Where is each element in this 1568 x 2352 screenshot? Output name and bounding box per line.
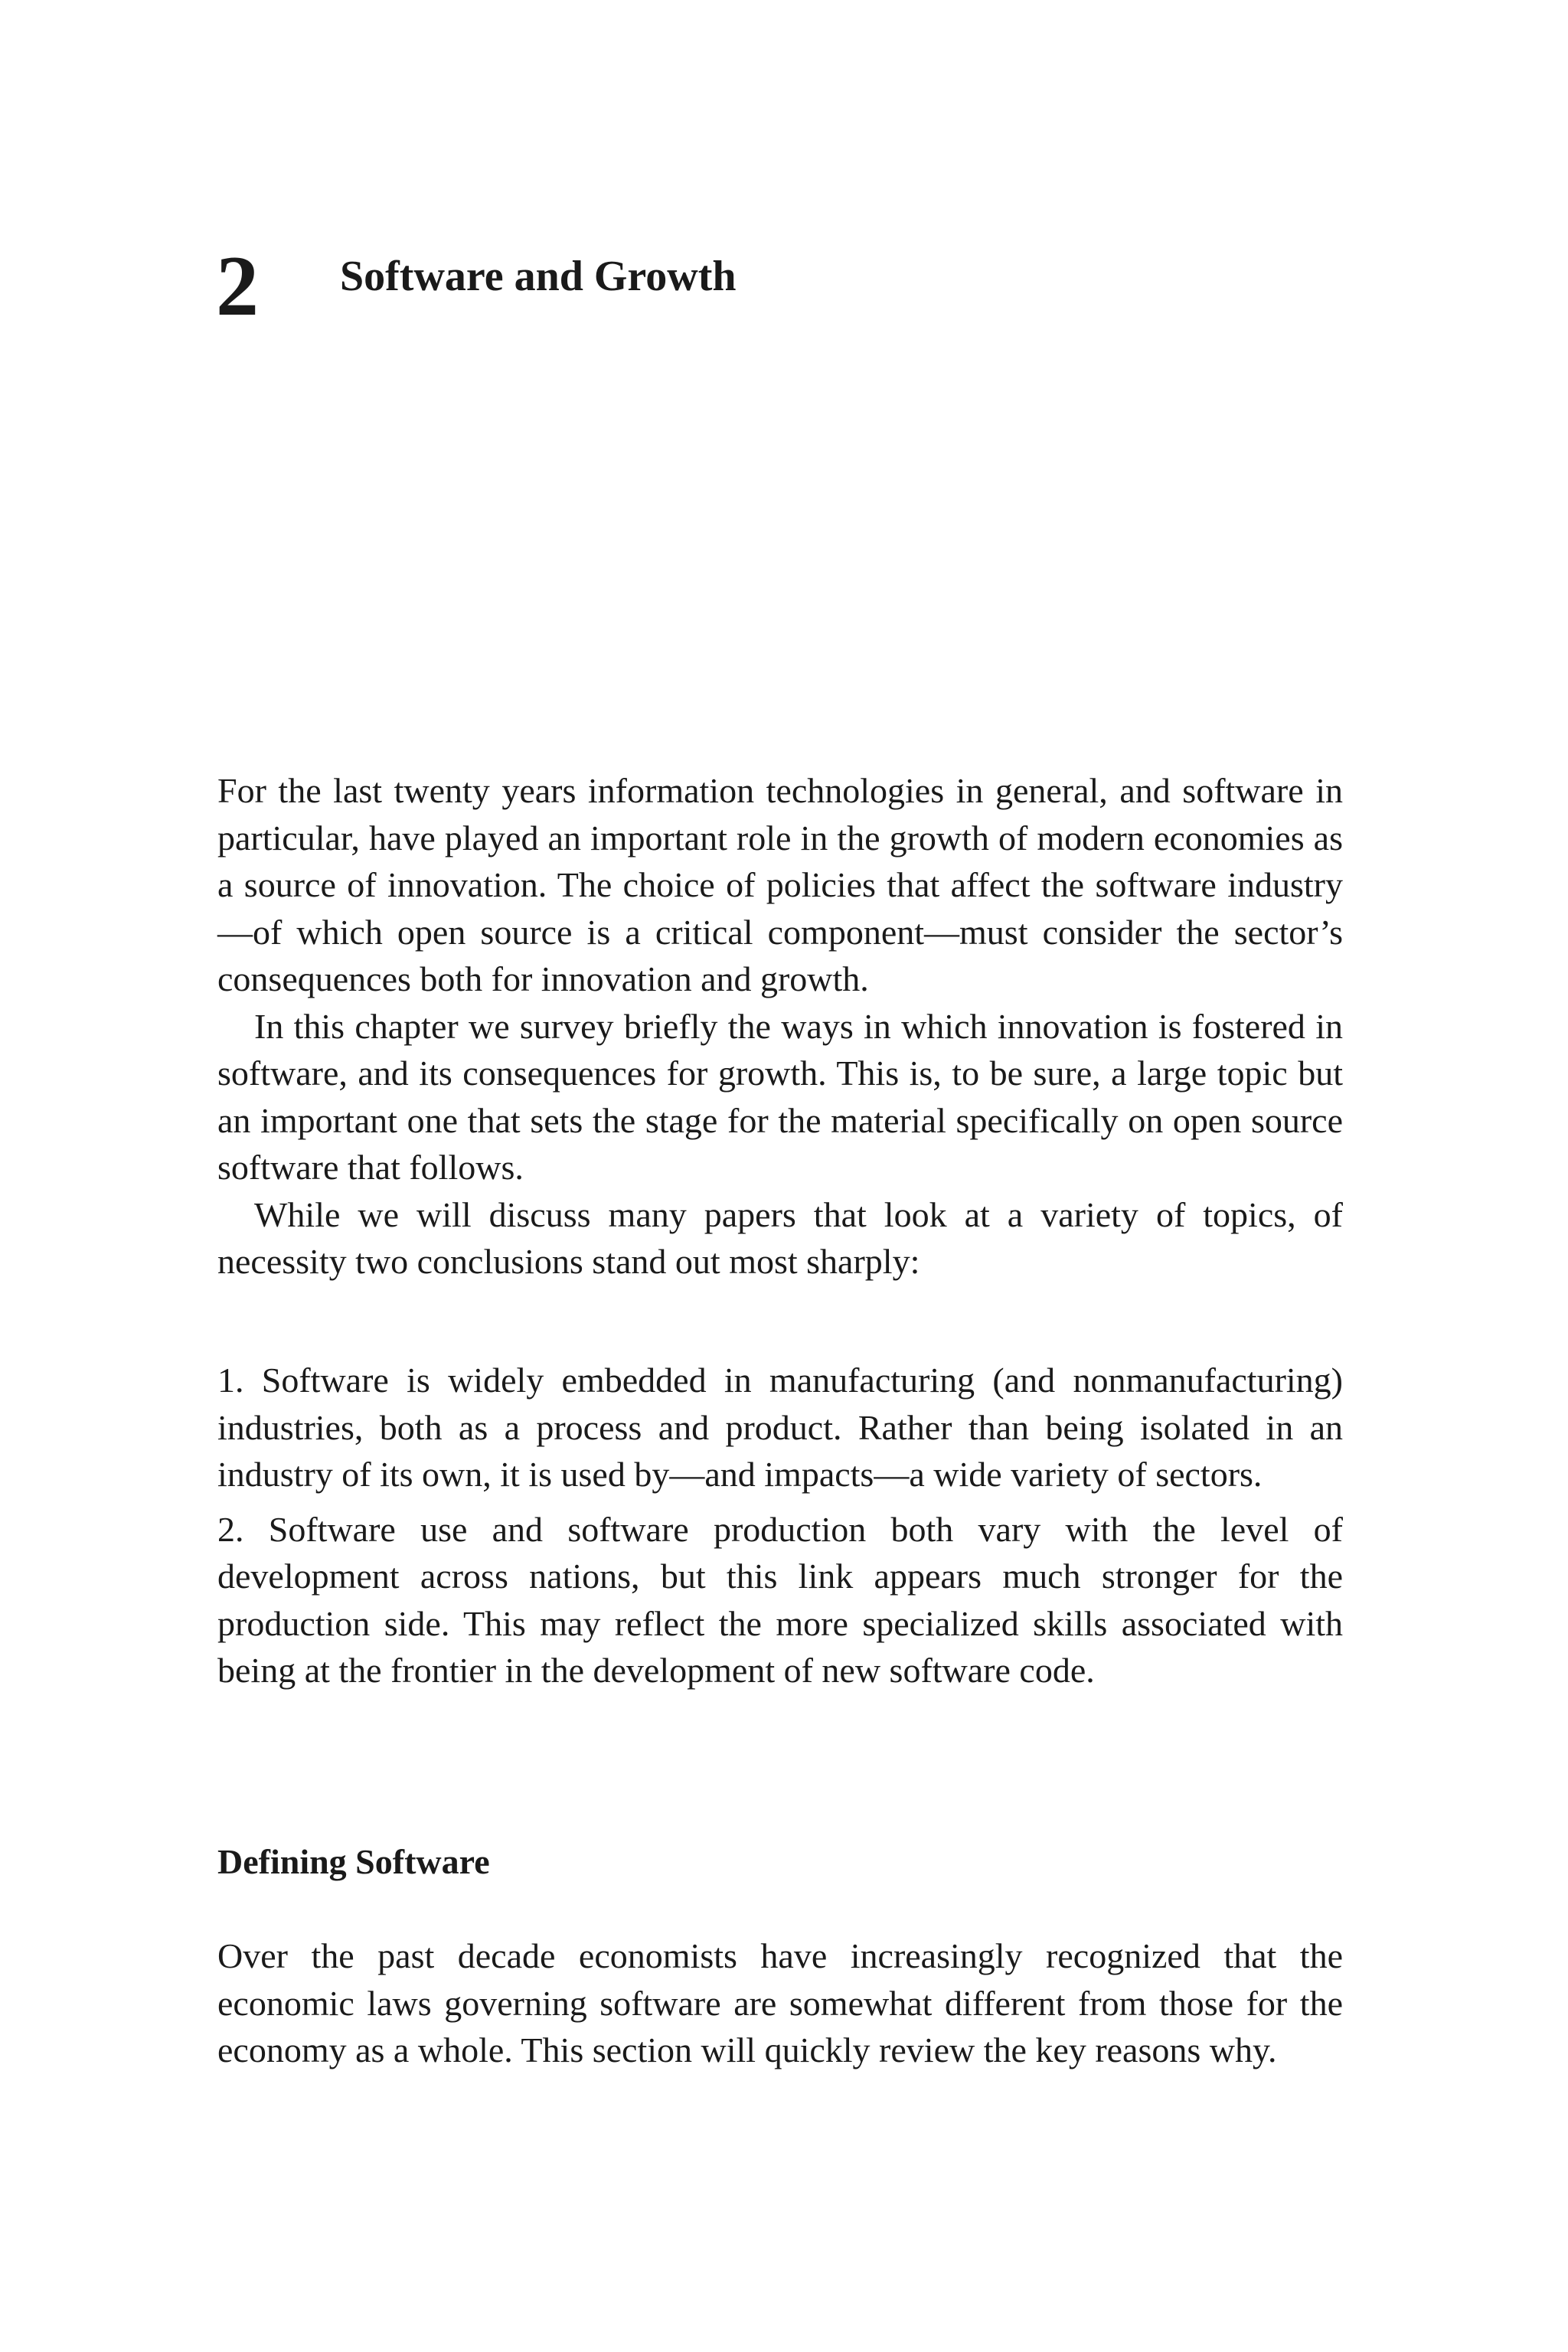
chapter-number: 2 bbox=[216, 239, 259, 334]
section-body bbox=[217, 1932, 1343, 2074]
intro-section bbox=[217, 767, 1343, 1285]
conclusion-item: 1. Software is widely embedded in manufacturing (and nonmanufacturing) industries, both as a process and product. Rather than being isolated in an industry of its own, it is used by—and impacts—a wide variety of sectors. bbox=[217, 1361, 1343, 1494]
conclusion-item: 2. Software use and software production both vary with the level of development across nations, but this link appears much stronger for the production side. This may reflect the more specialized skills associated with being at the frontier in the development of new software code. bbox=[217, 1509, 1343, 1690]
intro-paragraph: For the last twenty years information technologies in general, and software in particular, have played an important role in the growth of modern economies as a source of innovation. The choice of policies that affect the software industry—of which open source is a critical component—must consider the sector’s consequences both for innovation and growth. bbox=[217, 771, 1343, 998]
conclusions-list bbox=[217, 1357, 1343, 1694]
chapter-title: Software and Growth bbox=[340, 253, 737, 300]
intro-paragraph: While we will discuss many papers that look at a variety of topics, of necessity two conclusions stand out most sharply: bbox=[217, 1194, 1343, 1281]
section-paragraph: Over the past decade economists have increasingly recognized that the economic laws governing software are somewhat different from those for the economy as a whole. This section will quickly review the key reasons why. bbox=[217, 1936, 1343, 2069]
section-heading: Defining Software bbox=[217, 1842, 490, 1881]
intro-paragraph: In this chapter we survey briefly the ways in which innovation is fostered in software, and its consequences for growth. This is, to be sure, a large topic but an important one that sets the stage for the material specifically on open source software that follows. bbox=[217, 1006, 1343, 1187]
